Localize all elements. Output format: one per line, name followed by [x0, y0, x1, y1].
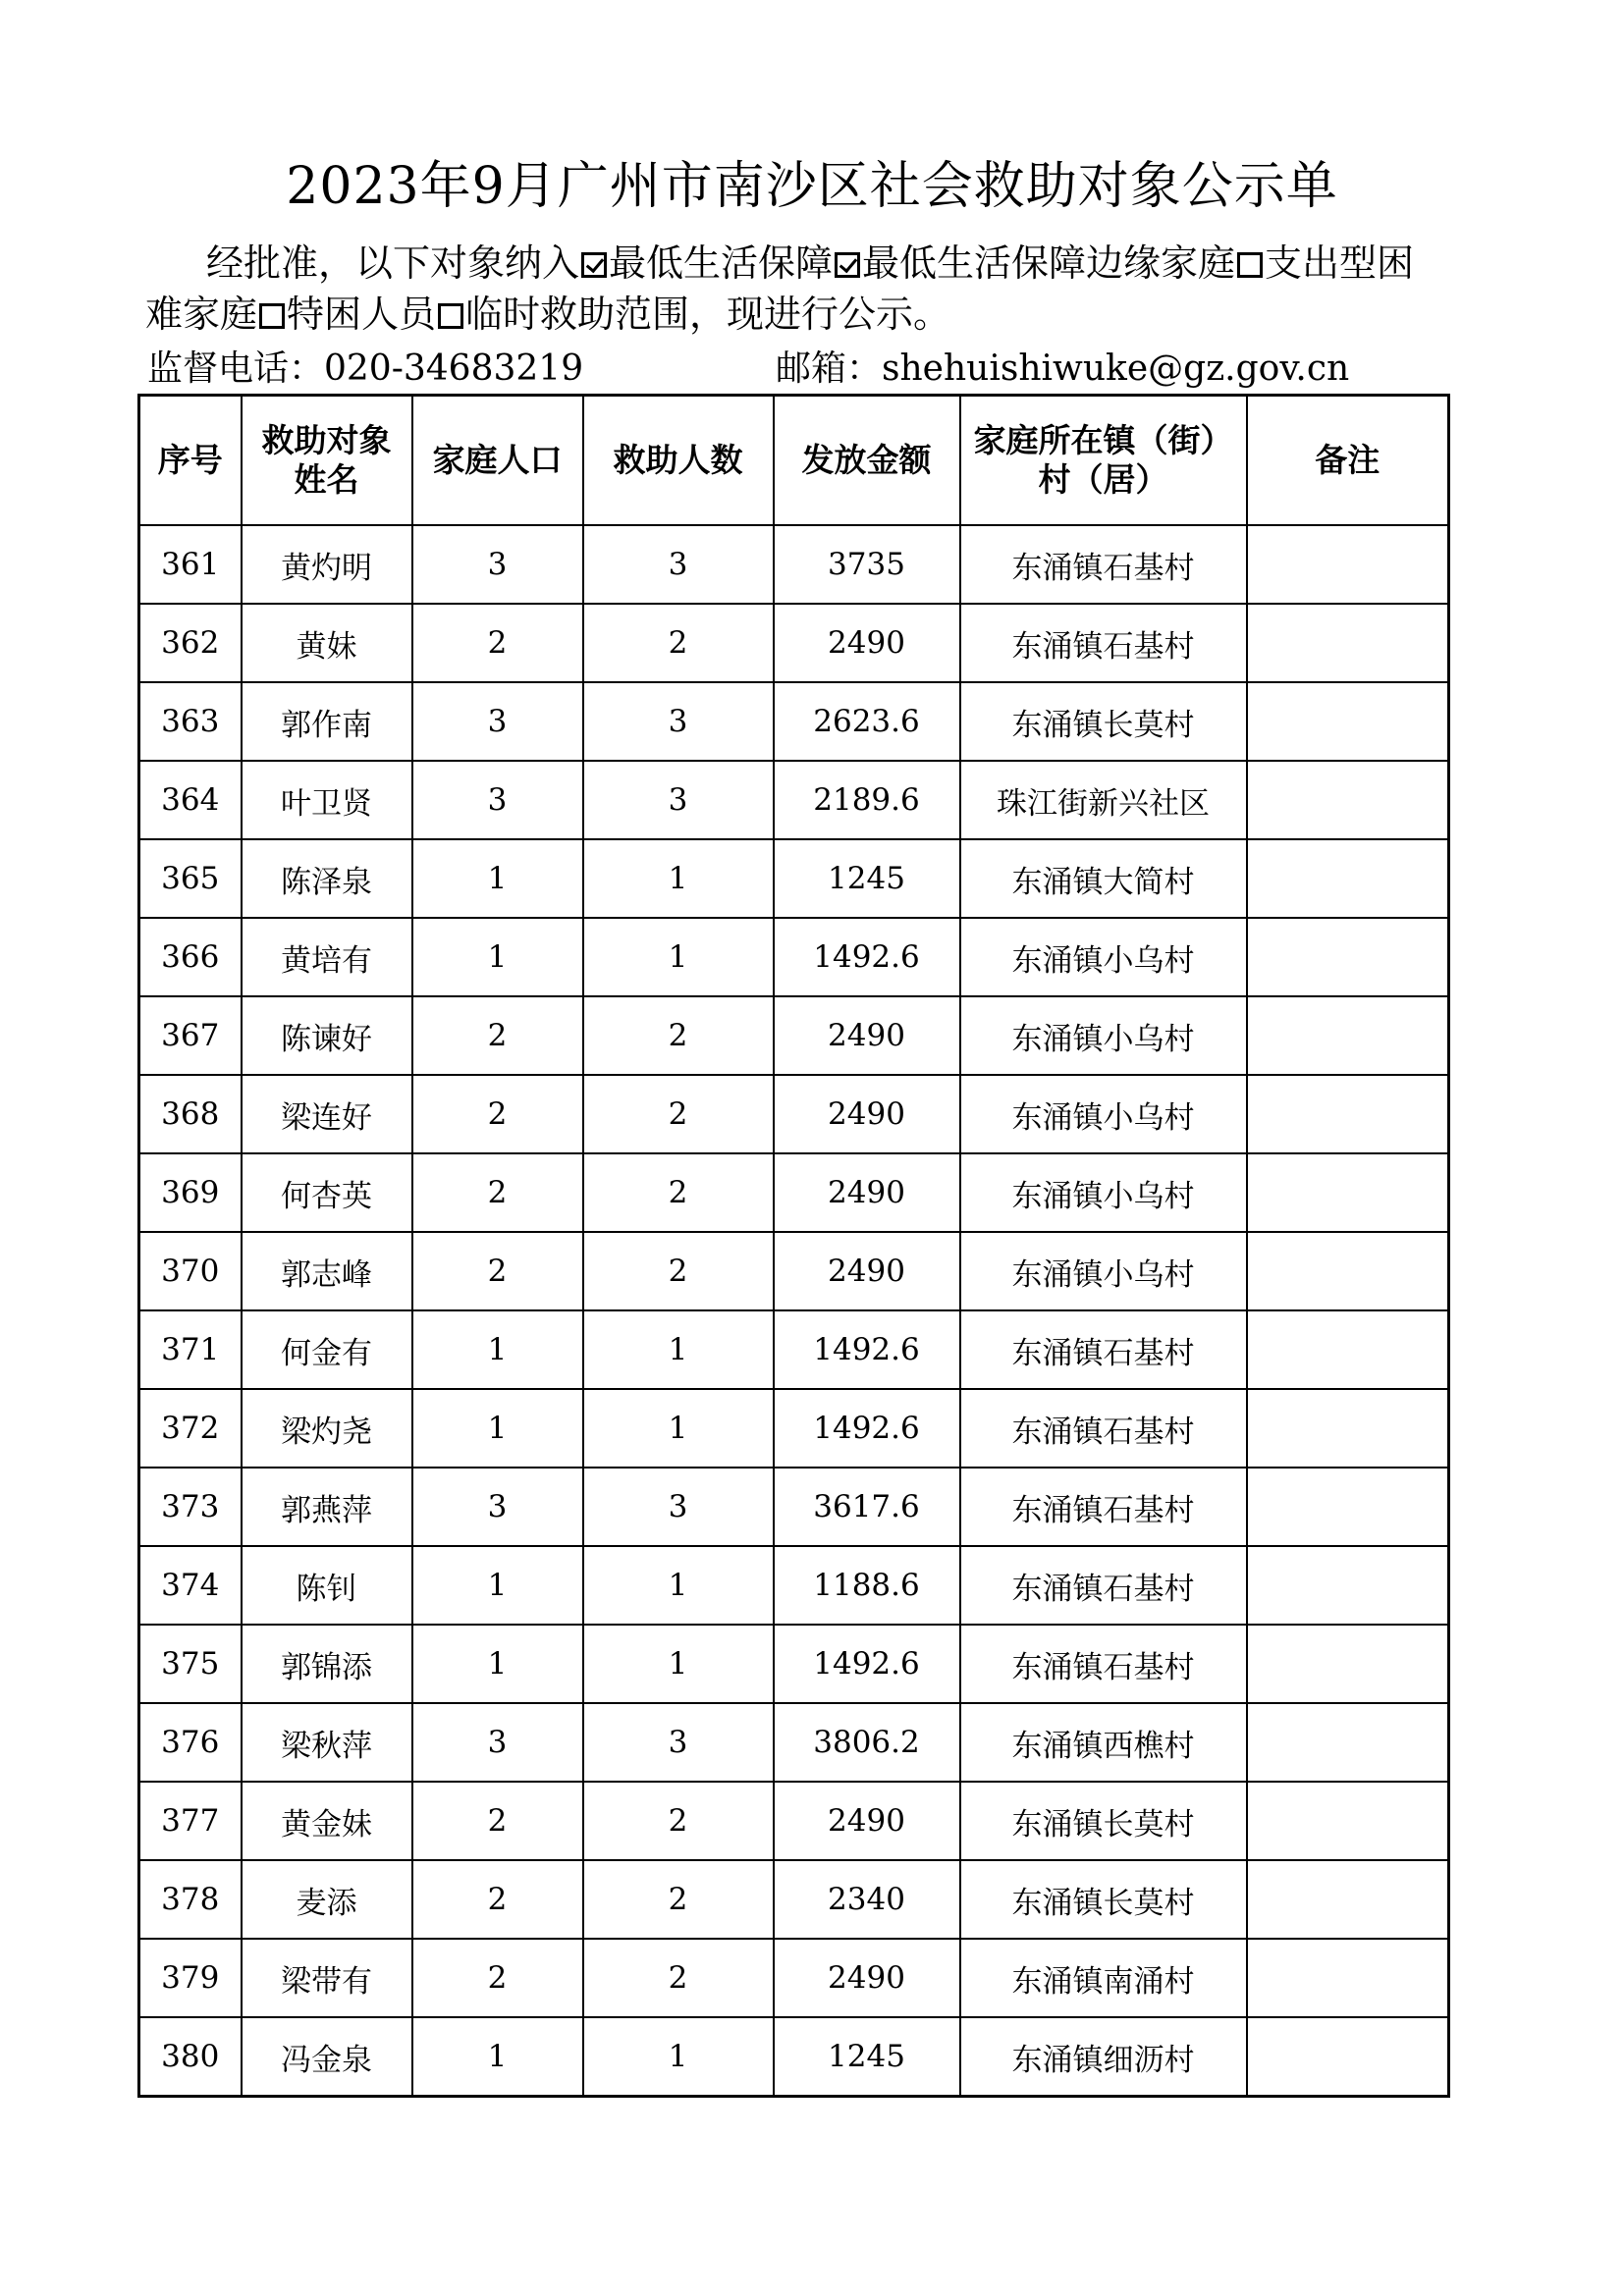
cell-amount: 2340 — [774, 1860, 960, 1939]
cell-remark — [1247, 525, 1449, 604]
cell-remark — [1247, 1153, 1449, 1232]
cell-household: 3 — [412, 1468, 583, 1546]
cell-household: 2 — [412, 996, 583, 1075]
header-amount: 发放金额 — [774, 396, 960, 526]
cell-household: 3 — [412, 525, 583, 604]
cell-addr: 东涌镇石基村 — [960, 1310, 1247, 1389]
cell-addr: 东涌镇石基村 — [960, 1389, 1247, 1468]
cell-amount: 2490 — [774, 1232, 960, 1310]
header-remark: 备注 — [1247, 396, 1449, 526]
cell-seq: 375 — [139, 1625, 242, 1703]
cell-addr: 珠江街新兴社区 — [960, 761, 1247, 839]
cell-aided: 2 — [583, 996, 774, 1075]
cell-aided: 1 — [583, 918, 774, 996]
cell-addr: 东涌镇长莫村 — [960, 1860, 1247, 1939]
cell-amount: 1492.6 — [774, 918, 960, 996]
cell-household: 1 — [412, 1310, 583, 1389]
supervision-email: 邮箱：shehuishiwuke@gz.gov.cn — [776, 348, 1350, 389]
table-row — [139, 1075, 1449, 1153]
cell-name: 陈钊 — [242, 1546, 412, 1625]
cell-seq: 369 — [139, 1153, 242, 1232]
table-row — [139, 1310, 1449, 1389]
cell-aided: 1 — [583, 2017, 774, 2097]
cell-household: 1 — [412, 839, 583, 918]
cell-seq: 376 — [139, 1703, 242, 1782]
cell-seq: 363 — [139, 682, 242, 761]
option-label-extreme-poverty: 特困人员 — [287, 293, 437, 336]
cell-addr: 东涌镇小乌村 — [960, 918, 1247, 996]
cell-aided: 1 — [583, 1546, 774, 1625]
cell-aided: 3 — [583, 525, 774, 604]
cell-seq: 368 — [139, 1075, 242, 1153]
table-row — [139, 1232, 1449, 1310]
header-household: 家庭人口 — [412, 396, 583, 526]
cell-seq: 365 — [139, 839, 242, 918]
page-title: 2023年9月广州市南沙区社会救助对象公示单 — [286, 157, 1338, 216]
cell-aided: 1 — [583, 1310, 774, 1389]
cell-amount: 2490 — [774, 1153, 960, 1232]
cell-addr: 东涌镇石基村 — [960, 1468, 1247, 1546]
cell-amount: 2490 — [774, 996, 960, 1075]
cell-addr: 东涌镇西樵村 — [960, 1703, 1247, 1782]
table-row — [139, 2017, 1449, 2097]
checkbox-icon-2 — [1237, 252, 1263, 278]
cell-amount: 1245 — [774, 2017, 960, 2097]
cell-remark — [1247, 1939, 1449, 2017]
cell-amount: 1492.6 — [774, 1389, 960, 1468]
checkbox-icon-3 — [259, 303, 285, 329]
header-aided: 救助人数 — [583, 396, 774, 526]
cell-household: 1 — [412, 2017, 583, 2097]
cell-remark — [1247, 1468, 1449, 1546]
cell-name: 叶卫贤 — [242, 761, 412, 839]
table-row — [139, 1703, 1449, 1782]
cell-name: 梁连好 — [242, 1075, 412, 1153]
cell-remark — [1247, 996, 1449, 1075]
cell-name: 郭锦添 — [242, 1625, 412, 1703]
cell-amount: 3806.2 — [774, 1703, 960, 1782]
header-name-line2: 姓名 — [294, 460, 359, 499]
cell-aided: 2 — [583, 1153, 774, 1232]
header-address — [960, 396, 1247, 526]
cell-remark — [1247, 1782, 1449, 1860]
cell-household: 1 — [412, 1389, 583, 1468]
cell-remark — [1247, 1546, 1449, 1625]
cell-aided: 3 — [583, 761, 774, 839]
table-row — [139, 1860, 1449, 1939]
table-row — [139, 1468, 1449, 1546]
cell-seq: 374 — [139, 1546, 242, 1625]
table-row — [139, 1782, 1449, 1860]
cell-remark — [1247, 1232, 1449, 1310]
cell-amount: 2490 — [774, 604, 960, 682]
cell-household: 3 — [412, 761, 583, 839]
cell-seq: 378 — [139, 1860, 242, 1939]
cell-aided: 2 — [583, 1232, 774, 1310]
cell-household: 3 — [412, 682, 583, 761]
cell-seq: 362 — [139, 604, 242, 682]
table-row — [139, 1625, 1449, 1703]
notice-prefix: 经批准，以下对象纳入 — [206, 241, 580, 285]
cell-seq: 377 — [139, 1782, 242, 1860]
cell-addr: 东涌镇长莫村 — [960, 1782, 1247, 1860]
cell-household: 1 — [412, 1546, 583, 1625]
cell-remark — [1247, 1389, 1449, 1468]
cell-aided: 3 — [583, 1703, 774, 1782]
cell-addr: 东涌镇小乌村 — [960, 996, 1247, 1075]
cell-addr: 东涌镇石基村 — [960, 1546, 1247, 1625]
cell-amount: 1188.6 — [774, 1546, 960, 1625]
cell-seq: 373 — [139, 1468, 242, 1546]
table-row — [139, 918, 1449, 996]
cell-amount: 2189.6 — [774, 761, 960, 839]
cell-seq: 372 — [139, 1389, 242, 1468]
cell-amount: 2623.6 — [774, 682, 960, 761]
cell-aided: 2 — [583, 604, 774, 682]
cell-household: 2 — [412, 1782, 583, 1860]
cell-remark — [1247, 761, 1449, 839]
option-label-expenditure-hardship: 支出型困难家庭 — [145, 241, 1415, 336]
cell-addr: 东涌镇大简村 — [960, 839, 1247, 918]
cell-household: 3 — [412, 1703, 583, 1782]
table-row — [139, 1389, 1449, 1468]
cell-aided: 3 — [583, 1468, 774, 1546]
cell-remark — [1247, 1075, 1449, 1153]
header-seq: 序号 — [139, 396, 242, 526]
cell-name: 麦添 — [242, 1860, 412, 1939]
cell-household: 1 — [412, 918, 583, 996]
cell-seq: 380 — [139, 2017, 242, 2097]
table-row — [139, 996, 1449, 1075]
cell-addr: 东涌镇小乌村 — [960, 1075, 1247, 1153]
cell-name: 何金有 — [242, 1310, 412, 1389]
table-row — [139, 1939, 1449, 2017]
cell-aided: 3 — [583, 682, 774, 761]
cell-name: 黄金妹 — [242, 1782, 412, 1860]
cell-name: 陈谏好 — [242, 996, 412, 1075]
cell-name: 黄妹 — [242, 604, 412, 682]
table-row — [139, 682, 1449, 761]
cell-name: 郭志峰 — [242, 1232, 412, 1310]
cell-amount: 3735 — [774, 525, 960, 604]
cell-remark — [1247, 2017, 1449, 2097]
cell-name: 黄灼明 — [242, 525, 412, 604]
cell-household: 2 — [412, 1860, 583, 1939]
cell-seq: 361 — [139, 525, 242, 604]
supervision-phone: 监督电话：020-34683219 — [147, 348, 584, 389]
cell-aided: 1 — [583, 839, 774, 918]
checkbox-icon-0 — [581, 252, 607, 278]
cell-name: 陈泽泉 — [242, 839, 412, 918]
table-header-row — [139, 396, 1449, 526]
table-row — [139, 1153, 1449, 1232]
cell-household: 2 — [412, 1232, 583, 1310]
cell-addr: 东涌镇细沥村 — [960, 2017, 1247, 2097]
cell-addr: 东涌镇小乌村 — [960, 1232, 1247, 1310]
table-row — [139, 604, 1449, 682]
cell-seq: 371 — [139, 1310, 242, 1389]
header-address-line2: 村（居） — [1038, 460, 1168, 499]
header-name-line1: 救助对象 — [261, 421, 392, 459]
option-label-edge-family: 最低生活保障边缘家庭 — [862, 241, 1236, 285]
header-address-line1: 家庭所在镇（街） — [973, 421, 1233, 459]
cell-aided: 2 — [583, 1075, 774, 1153]
contact-line — [147, 347, 1453, 392]
cell-addr: 东涌镇长莫村 — [960, 682, 1247, 761]
cell-remark — [1247, 682, 1449, 761]
aid-recipient-table — [137, 394, 1450, 2098]
cell-seq: 364 — [139, 761, 242, 839]
cell-household: 1 — [412, 1625, 583, 1703]
cell-amount: 1492.6 — [774, 1310, 960, 1389]
notice-paragraph — [145, 238, 1451, 340]
cell-addr: 东涌镇石基村 — [960, 1625, 1247, 1703]
table-row — [139, 761, 1449, 839]
cell-amount: 1492.6 — [774, 1625, 960, 1703]
cell-remark — [1247, 839, 1449, 918]
table-row — [139, 839, 1449, 918]
checkbox-icon-1 — [835, 252, 860, 278]
cell-remark — [1247, 1703, 1449, 1782]
cell-addr: 东涌镇南涌村 — [960, 1939, 1247, 2017]
cell-seq: 366 — [139, 918, 242, 996]
cell-amount: 3617.6 — [774, 1468, 960, 1546]
cell-addr: 东涌镇小乌村 — [960, 1153, 1247, 1232]
cell-remark — [1247, 1860, 1449, 1939]
table-row — [139, 525, 1449, 604]
header-name — [242, 396, 412, 526]
cell-amount: 2490 — [774, 1782, 960, 1860]
checkbox-icon-4 — [438, 303, 463, 329]
table-row — [139, 1546, 1449, 1625]
cell-remark — [1247, 1310, 1449, 1389]
cell-name: 梁秋萍 — [242, 1703, 412, 1782]
cell-seq: 379 — [139, 1939, 242, 2017]
cell-aided: 2 — [583, 1939, 774, 2017]
cell-addr: 东涌镇石基村 — [960, 604, 1247, 682]
cell-household: 2 — [412, 1939, 583, 2017]
cell-amount: 1245 — [774, 839, 960, 918]
cell-name: 冯金泉 — [242, 2017, 412, 2097]
cell-name: 黄培有 — [242, 918, 412, 996]
cell-amount: 2490 — [774, 1939, 960, 2017]
cell-name: 梁带有 — [242, 1939, 412, 2017]
cell-aided: 1 — [583, 1625, 774, 1703]
cell-amount: 2490 — [774, 1075, 960, 1153]
cell-addr: 东涌镇石基村 — [960, 525, 1247, 604]
cell-household: 2 — [412, 604, 583, 682]
option-label-temporary-aid: 临时救助范围，现进行公示。 — [465, 293, 951, 336]
cell-household: 2 — [412, 1075, 583, 1153]
cell-remark — [1247, 918, 1449, 996]
cell-aided: 2 — [583, 1860, 774, 1939]
cell-household: 2 — [412, 1153, 583, 1232]
cell-name: 何杏英 — [242, 1153, 412, 1232]
option-label-minimum-living: 最低生活保障 — [609, 241, 834, 285]
cell-remark — [1247, 1625, 1449, 1703]
cell-seq: 370 — [139, 1232, 242, 1310]
cell-name: 梁灼尧 — [242, 1389, 412, 1468]
cell-name: 郭作南 — [242, 682, 412, 761]
cell-name: 郭燕萍 — [242, 1468, 412, 1546]
cell-seq: 367 — [139, 996, 242, 1075]
cell-aided: 1 — [583, 1389, 774, 1468]
cell-aided: 2 — [583, 1782, 774, 1860]
cell-remark — [1247, 604, 1449, 682]
table-body — [139, 525, 1449, 2097]
